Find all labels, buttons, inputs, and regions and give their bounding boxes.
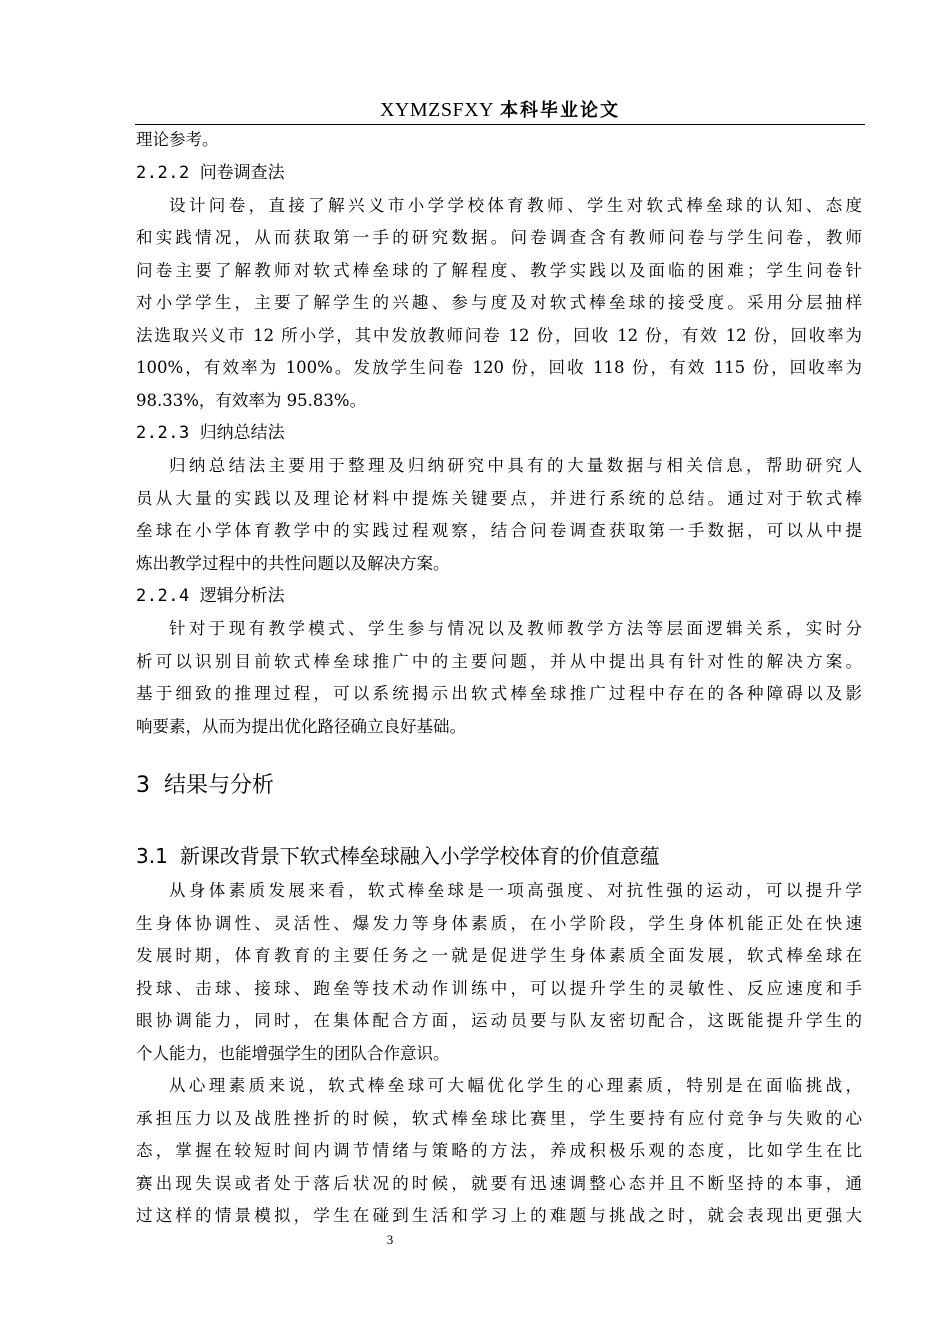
heading-number: 3 [136, 773, 150, 798]
paragraph-line: 98.33%，有效率为 95.83%。 [136, 390, 367, 410]
chapter-heading-3 [136, 771, 862, 801]
heading-number: 2.2.2 [136, 162, 190, 183]
heading-title: 结果与分析 [164, 773, 275, 798]
page-number: 3 [386, 1232, 394, 1247]
heading-2-2-4 [136, 580, 862, 613]
paragraph-line: 发展时期，体育教育的主要任务之一就是促进学生身体素质全面发展，软式棒垒球在 [136, 946, 862, 965]
heading-title: 逻辑分析法 [199, 586, 285, 606]
paragraph-line: 垒球在小学体育教学中的实践过程观察，结合问卷调查获取第一手数据，可以从中提 [136, 521, 862, 540]
paragraph-line: 过这样的情景模拟，学生在碰到生活和学习上的难题与挑战之时，就会表现出更强大 [136, 1206, 862, 1225]
paragraph-line: 眼协调能力，同时，在集体配合方面，运动员要与队友密切配合，这既能提升学生的 [136, 1011, 862, 1030]
header-title: 本科毕业论文 [500, 100, 621, 121]
heading-number: 2.2.3 [136, 423, 190, 443]
heading-2-2-3 [136, 417, 862, 450]
paragraph-line: 法选取兴义市 12 所小学，其中发放教师问卷 12 份，回收 12 份，有效 12 份，回收率为 [136, 325, 862, 345]
paragraph-line: 设计问卷，直接了解兴义市小学学校体育教师、学生对软式棒垒球的认知、态度 [169, 195, 862, 215]
heading-title: 归纳总结法 [199, 423, 285, 443]
paragraph-line: 员从大量的实践以及理论材料中提炼关键要点，并进行系统的总结。通过对于软式棒 [136, 488, 862, 508]
paragraph-line: 赛出现失误或者处于落后状况的时候，就要有迅速调整心态并且不断坚持的本事，通 [136, 1173, 862, 1193]
heading-number: 3.1 [136, 844, 168, 868]
paragraph-line: 从心理素质来说，软式棒垒球可大幅优化学生的心理素质，特别是在面临挑战， [169, 1076, 862, 1095]
heading-title: 问卷调查法 [199, 162, 285, 183]
paragraph-line: 析可以识别目前软式棒垒球推广中的主要问题，并从中提出具有针对性的解决方案。 [136, 651, 862, 671]
paragraph-line: 响要素，从而为提出优化路径确立良好基础。 [136, 716, 466, 736]
header-school-code: XYMZSFXY [379, 99, 494, 121]
paragraph-line: 承担压力以及战胜挫折的时候，软式棒垒球比赛里，学生要持有应付竞争与失败的心 [136, 1108, 862, 1128]
paragraph-line: 从身体素质发展来看，软式棒垒球是一项高强度、对抗性强的运动，可以提升学 [169, 881, 862, 900]
document-body [136, 124, 862, 1233]
paragraph-line: 投球、击球、接球、跑垒等技术动作训练中，可以提升学生的灵敏性、反应速度和手 [136, 978, 862, 998]
opening-line: 理论参考。 [136, 130, 219, 149]
paragraph-line: 100%，有效率为 100%。发放学生问卷 120 份，回收 118 份，有效 115 份，回收率为 [136, 358, 862, 377]
paragraph-line: 和实践情况，从而获取第一手的研究数据。问卷调查含有教师问卷与学生问卷，教师 [136, 228, 862, 247]
heading-2-2-2 [136, 157, 862, 190]
paragraph-line: 问卷主要了解教师对软式棒垒球的了解程度、教学实践以及面临的困难；学生问卷针 [136, 260, 862, 280]
paragraph-line: 归纳总结法主要用于整理及归纳研究中具有的大量数据与相关信息，帮助研究人 [169, 456, 862, 475]
paragraph-line: 生身体协调性、灵活性、爆发力等身体素质，在小学阶段，学生身体机能正处在快速 [136, 913, 862, 933]
heading-title: 新课改背景下软式棒垒球融入小学学校体育的价值意蕴 [179, 844, 660, 868]
paragraph-line: 炼出教学过程中的共性问题以及解决方案。 [136, 553, 450, 573]
page-header [135, 96, 865, 124]
paragraph-line: 态，掌握在较短时间内调节情绪与策略的方法，养成积极乐观的态度，比如学生在比 [136, 1141, 862, 1160]
paragraph-line: 针对于现有教学模式、学生参与情况以及教师教学方法等层面逻辑关系，实时分 [169, 619, 862, 638]
paragraph-line: 个人能力，也能增强学生的团队合作意识。 [136, 1043, 450, 1063]
paragraph-line: 基于细致的推理过程，可以系统揭示出软式棒垒球推广过程中存在的各种障碍以及影 [136, 684, 862, 703]
heading-number: 2.2.4 [136, 586, 190, 606]
heading-3-1 [136, 841, 862, 871]
paragraph-line: 对小学学生，主要了解学生的兴趣、参与度及对软式棒垒球的接受度。采用分层抽样 [136, 293, 862, 312]
